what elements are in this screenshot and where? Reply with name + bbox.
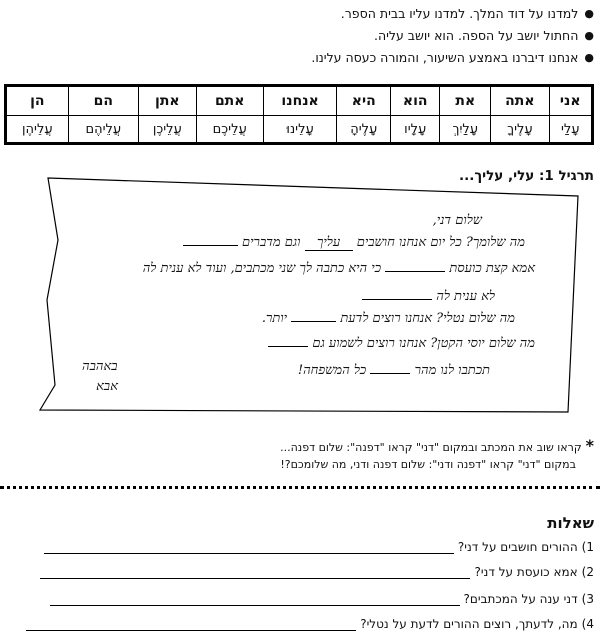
note-line-1: [280, 437, 594, 456]
filled-answer: עליך: [305, 234, 353, 251]
pronoun-row: [6, 86, 593, 116]
letter-line-1: [183, 234, 525, 251]
form-cell: עֲלֵיכֶן: [139, 116, 197, 144]
bullet-dot-icon: ●: [584, 51, 594, 64]
letter-greeting: שלום דני,: [432, 213, 482, 228]
question-3: [50, 592, 594, 606]
note-line-2: במקום "דני" קראו "דפנה ודני": שלום דפנה ודני, מה שלומכם?!: [280, 458, 576, 471]
answer-line[interactable]: [40, 577, 470, 579]
form-cell: עֲלֵיהֶם: [68, 116, 138, 144]
answer-blank[interactable]: [362, 299, 432, 300]
form-cell: עָלֵינוּ: [263, 116, 337, 144]
pronoun-cell: אתה: [491, 86, 549, 116]
answer-blank[interactable]: [370, 373, 410, 374]
question-text: ההורים חושבים על דני?: [457, 540, 578, 554]
form-cell: עֲלֵיכֶם: [196, 116, 263, 144]
instruction-note: [280, 437, 594, 473]
form-cell: עָלַיִךְ: [440, 116, 491, 144]
pronoun-cell: הם: [68, 86, 138, 116]
pronoun-cell: הוא: [391, 86, 440, 116]
form-cell: עָלֶיהָ: [337, 116, 391, 144]
question-number: 4): [581, 617, 594, 631]
question-number: 3): [581, 592, 594, 606]
letter-text: אמא קצת כועסת: [449, 261, 535, 276]
answer-line[interactable]: [50, 604, 460, 606]
bullet-text: אנחנו דיברנו באמצע השיעור, והמורה כעסה עלינו.: [311, 50, 579, 65]
letter-line-5: [268, 335, 535, 351]
pronoun-cell: אני: [549, 86, 593, 116]
letter-text: תכתבו לנו מהר: [414, 363, 490, 378]
question-number: 2): [581, 565, 594, 579]
answer-blank[interactable]: [385, 271, 445, 272]
question-1: [44, 540, 594, 554]
bullet-1: [234, 3, 594, 25]
letter-text: וגם מדברים: [242, 235, 301, 250]
bullet-2: [234, 25, 594, 47]
bullet-text: החתול יושב על הספה. הוא יושב עליה.: [373, 28, 579, 43]
exercise-title: תרגיל 1: עלי, עליך...: [458, 168, 594, 184]
asterisk-icon: *: [585, 436, 594, 455]
form-cell: עָלַי: [549, 116, 593, 144]
bullet-dot-icon: ●: [584, 29, 594, 42]
question-text: דני ענה על המכתבים?: [463, 592, 578, 606]
pronoun-cell: אתן: [139, 86, 197, 116]
answer-line[interactable]: [26, 629, 356, 631]
pronoun-cell: את: [440, 86, 491, 116]
letter-closing-love: באהבה: [82, 359, 118, 374]
pronoun-cell: אתם: [196, 86, 263, 116]
note-text: קראו שוב את המכתב ובמקום "דני" קראו "דפנה": שלום דפנה...: [280, 441, 582, 454]
letter-text: מה שלום יוסי הקטן? אנחנו רוצים לשמוע גם: [312, 336, 535, 351]
form-row: [6, 116, 593, 144]
letter-line-6: [298, 362, 490, 378]
answer-blank[interactable]: [183, 245, 238, 246]
bullet-3: [234, 47, 594, 69]
answer-blank[interactable]: [291, 321, 336, 322]
form-cell: עָלָיו: [391, 116, 440, 144]
letter-text: מה שלום נטלי? אנחנו רוצים לדעת: [340, 311, 515, 326]
letter-closing-signature: אבא: [96, 379, 118, 394]
question-text: אמא כועסת על דני?: [474, 565, 578, 579]
letter-line-3: [362, 288, 495, 304]
pronoun-cell: היא: [337, 86, 391, 116]
question-4: [26, 617, 594, 631]
letter-text: לא ענית לה: [436, 289, 495, 304]
section-divider: [0, 486, 600, 489]
answer-line[interactable]: [44, 552, 454, 554]
letter-text: כל המשפחה!: [297, 363, 367, 378]
intro-bullets: [234, 3, 594, 69]
pronoun-cell: אנחנו: [263, 86, 337, 116]
bullet-text: למדנו על דוד המלך. למדנו עליו בבית הספר.: [340, 6, 579, 21]
question-2: [40, 565, 594, 579]
answer-blank[interactable]: [268, 346, 308, 347]
pronoun-table: [4, 84, 594, 145]
letter-line-2: [143, 260, 535, 276]
form-cell: עָלֶיךָ: [491, 116, 549, 144]
question-text: מה, לדעתך, רוצים ההורים לדעת על נטלי?: [360, 617, 578, 631]
questions-title: שאלות: [547, 514, 594, 532]
bullet-dot-icon: ●: [584, 7, 594, 20]
letter-text: כי היא כתבה לך שני מכתבים, ועוד לא ענית לה: [142, 261, 382, 276]
letter-text: יותר.: [261, 311, 288, 326]
letter-text: מה שלומך? כל יום אנחנו חושבים: [356, 235, 525, 250]
form-cell: עֲלֵיהֶן: [6, 116, 69, 144]
pronoun-cell: הן: [6, 86, 69, 116]
question-number: 1): [581, 540, 594, 554]
letter-line-4: [262, 310, 515, 326]
